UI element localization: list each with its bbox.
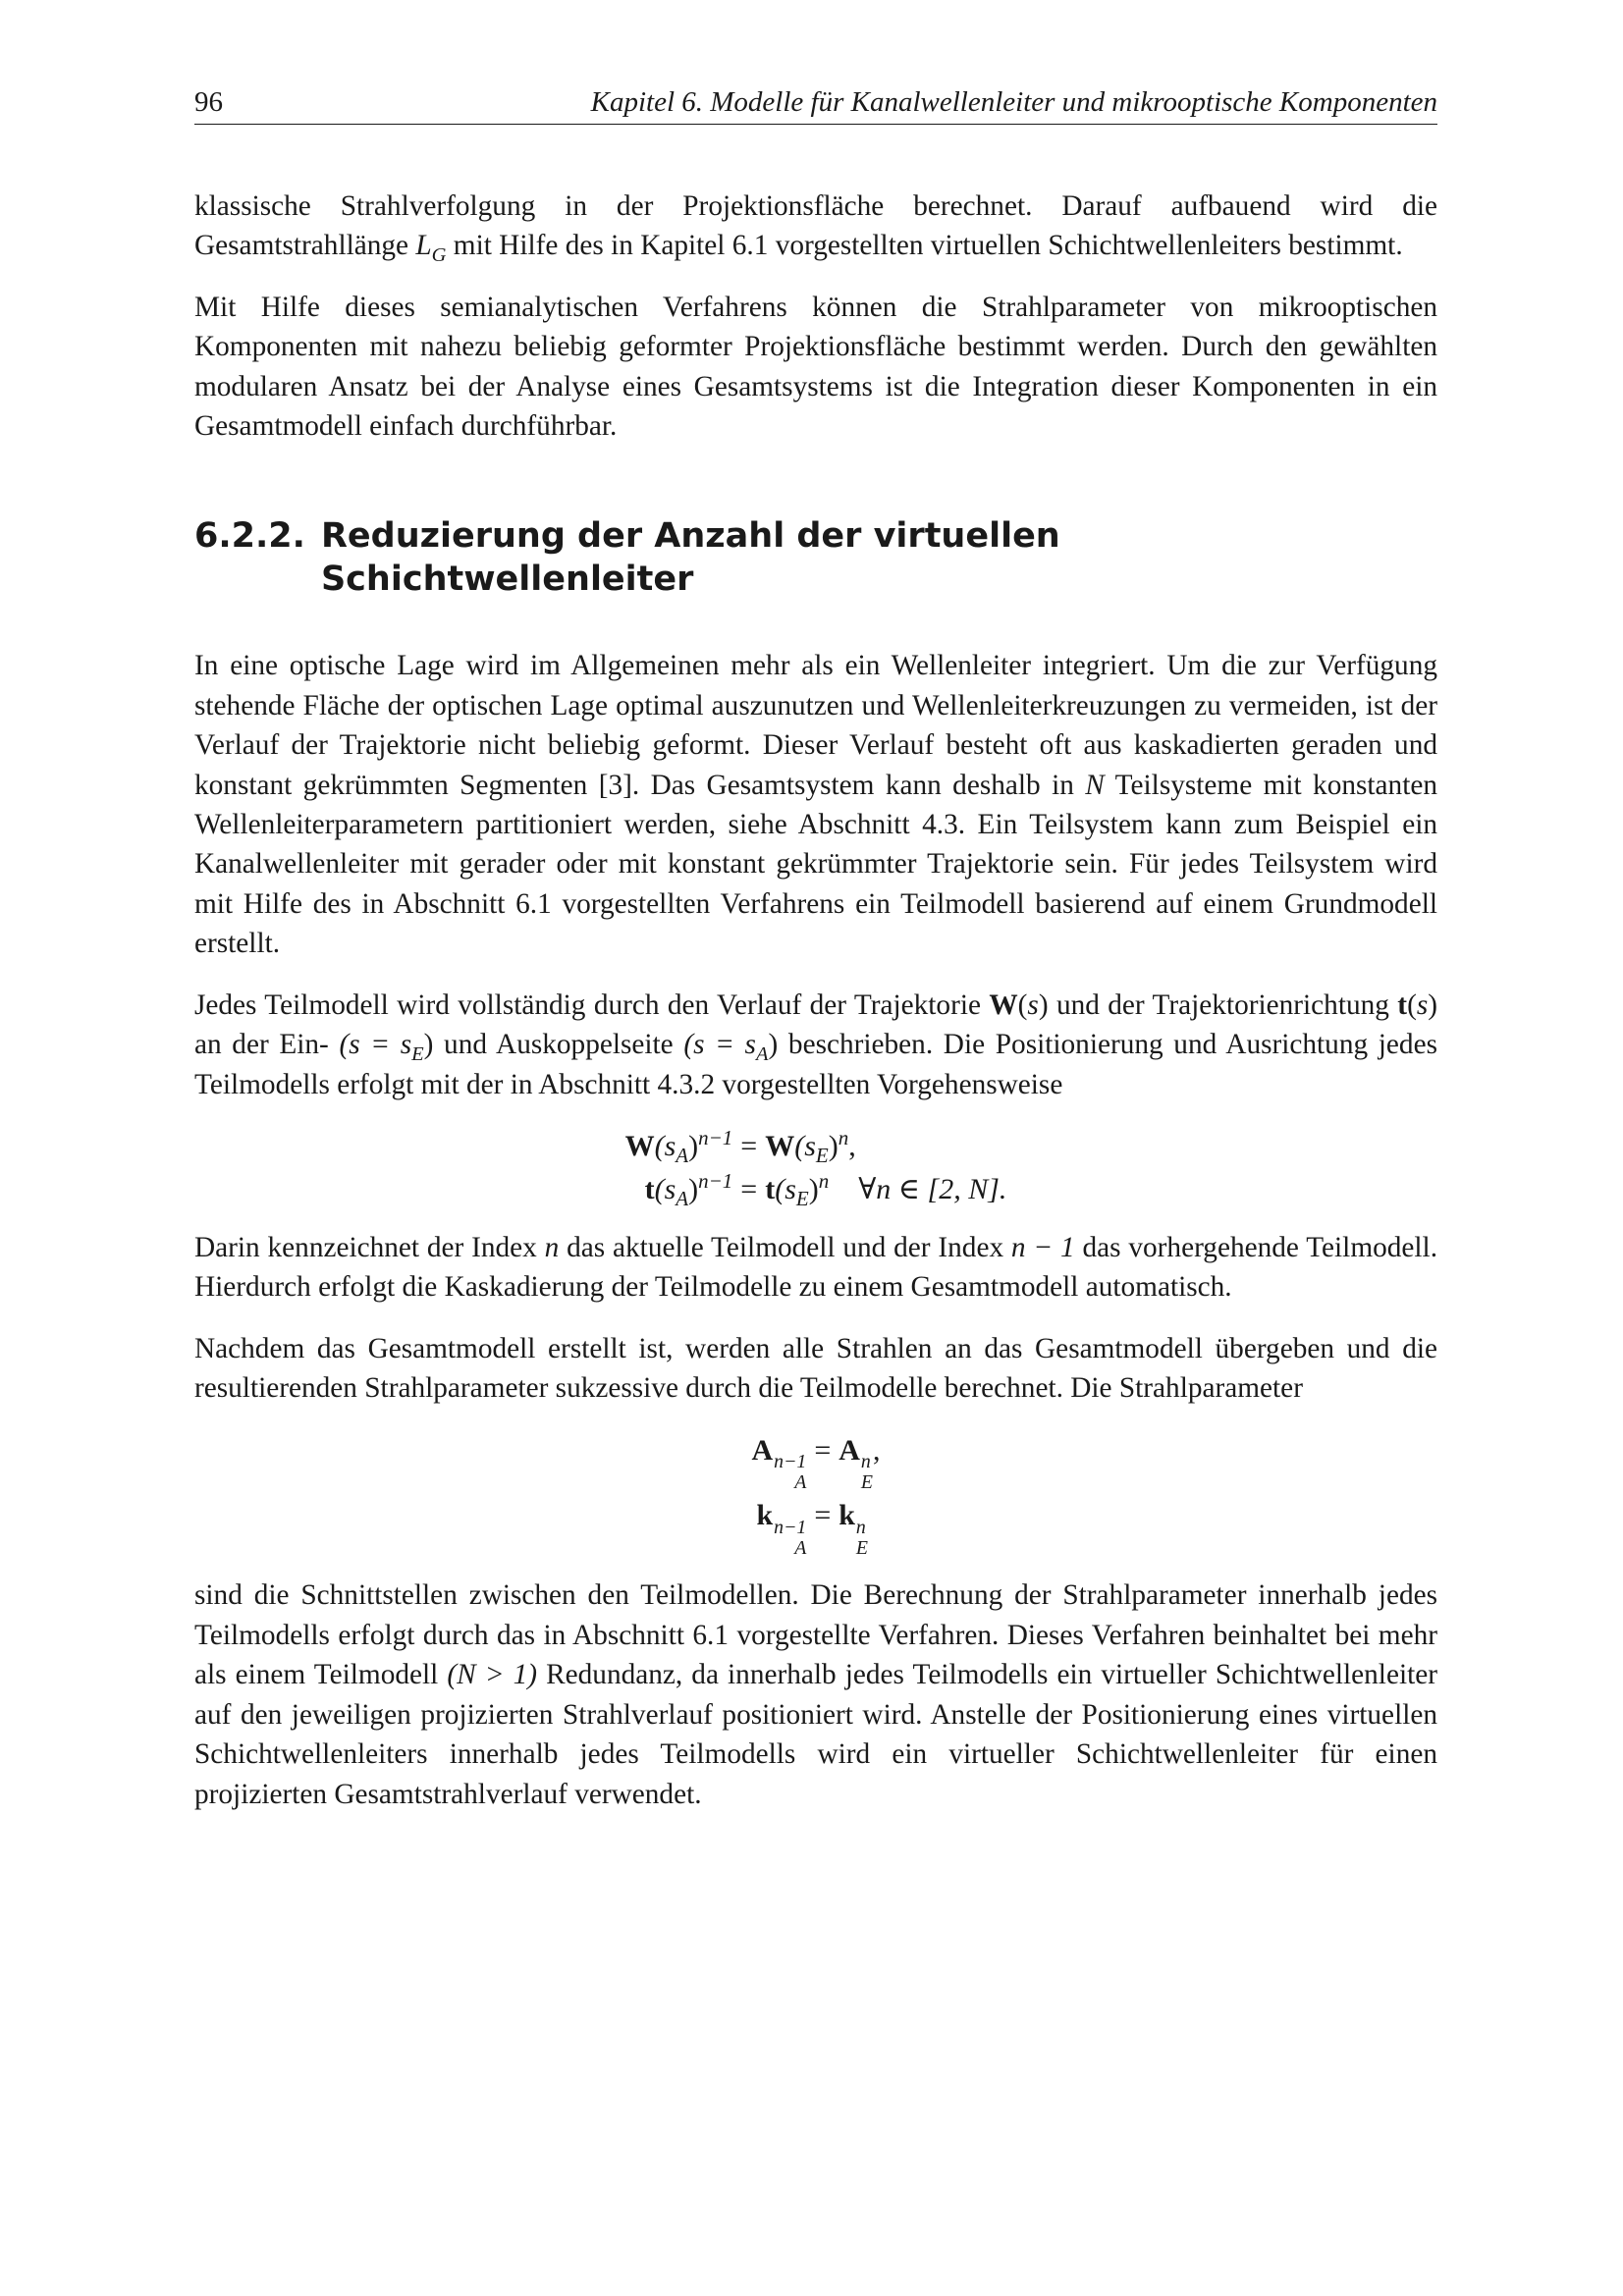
paragraph-1: klassische Strahlverfolgung in der Projektionsfläche berechnet. Darauf aufbauend wird die Gesamtstrahllänge $L_G$ mit Hilfe des in Kapitel 6.1 vorgestellten virtuellen Schichtwellenleiters bestimmt. [194, 190, 1437, 267]
paragraph-2: Mit Hilfe dieses semianalytischen Verfahrens können die Strahlparameter von mikrooptischen Komponenten mit nahezu beliebig geformter Projektionsfläche bestimmt werden. Durch den gewählten modularen Ansatz bei der Analyse eines Gesamtsystems ist die Integration dieser Komponenten in ein Gesamtmodell einfach durchführbar. [194, 291, 1437, 443]
paragraph-5: Darin kennzeichnet der Index n das aktuelle Teilmodell und der Index n − 1 das vorhergehende Teilmodell. Hierdurch erfolgt die Kaskadierung der Teilmodelle zu einem Gesamtmodell automatisch. [194, 1231, 1438, 1304]
section-number: 6.2.2. [194, 516, 305, 557]
section-title: Reduzierung der Anzahl der virtuellen Schichtwellenleiter [320, 516, 1060, 600]
section-heading [194, 514, 1437, 601]
paragraph-3: In eine optische Lage wird im Allgemeinen mehr als ein Wellenleiter integriert. Um die zur Verfügung stehende Fläche der optischen Lage optimal auszunutzen und Wellenleiterkreuzungen zu vermeiden, ist der Verlauf der Trajektorie nicht beliebig geformt. Dieser Verlauf besteht oft aus kaskadierten geraden und konstant gekrümmten Segmenten [3]. Das Gesamtsystem kann deshalb in N Teilsysteme mit konstanten Wellenleiterparametern partitioniert werden, siehe Abschnitt 4.3. Ein Teilsystem kann zum Beispiel ein Kanalwellenleiter mit gerader oder mit konstant gekrümmter Trajektorie sein. Für jedes Teilsystem wird mit Hilfe des in Abschnitt 6.1 vorgestellten Verfahrens ein Teilmodell basierend auf einem Grundmodell erstellt. [194, 650, 1437, 960]
page-number: 96 [194, 86, 223, 118]
equation-cascade: $W(s_A)^{n-1}$ = $W(s_E)^n$, $t(s_A)^{n-1}$ = $t(s_E)^n$ ∀n ∈ [2, N]. [624, 1125, 1007, 1210]
math-L-G: $L_G$ [415, 230, 447, 267]
eq1-lhs: $W(s_A)^{n-1}$ [624, 1125, 733, 1167]
math-t-s: t(s) [1397, 988, 1437, 1021]
math-s-eq-sA: $(s = s_A)$ [683, 1029, 779, 1065]
eq3-lhs: A n−1 A [751, 1433, 807, 1494]
eq2-lhs: $t(s_A)^{n-1}$ [644, 1168, 733, 1210]
math-W-s: W(s) [989, 988, 1049, 1021]
math-s-eq-sE: $(s = s_E)$ [339, 1029, 434, 1065]
body-text [194, 187, 1437, 1836]
running-header [194, 84, 1437, 125]
eq3-rhs: A n E , [839, 1433, 881, 1494]
math-N: N [1085, 769, 1105, 801]
eq4-lhs: k n−1 A [756, 1499, 807, 1559]
paragraph-6: Nachdem das Gesamtmodell erstellt ist, werden alle Strahlen an das Gesamtmodell übergeben und die resultierenden Strahlparameter sukzessive durch die Teilmodelle berechnet. Die Strahlparameter [194, 1332, 1437, 1405]
eq4-rhs: k n E [839, 1499, 869, 1559]
chapter-title: Kapitel 6. Modelle für Kanalwellenleiter und mikrooptische Komponenten [590, 86, 1437, 118]
eq2-rhs: $t(s_E)^n$ ∀n ∈ [2, N]. [765, 1168, 1007, 1210]
equation-interfaces: A n−1 A = A n E , k n−1 A = k n E [194, 1430, 1437, 1559]
paragraph-7: sind die Schnittstellen zwischen den Teilmodellen. Die Berechnung der Strahlparameter innerhalb jedes Teilmodells erfolgt durch das in Abschnitt 6.1 vorgestellte Verfahren. Dieses Verfahren beinhaltet bei mehr als einem Teilmodell (N > 1) Redundanz, da innerhalb jedes Teilmodells ein virtueller Schichtwellenleiter auf den jeweiligen projizierten Strahlverlauf positioniert wird. Anstelle der Positionierung eines virtuellen Schichtwellenleiters innerhalb jedes Teilmodells wird ein virtueller Schichtwellenleiter für einen projizierten Gesamtstrahlverlauf verwendet. [194, 1579, 1437, 1810]
paragraph-4: Jedes Teilmodell wird vollständig durch den Verlauf der Trajektorie W(s) und der Trajektorienrichtung t(s) an der Ein- $(s = s_E)$ und Auskoppelseite $(s = s_A)$ beschrieben. Die Positionierung und Ausrichtung jedes Teilmodells erfolgt mit der in Abschnitt 4.3.2 vorgestellten Vorgehensweise [194, 988, 1437, 1100]
eq1-rhs: $W(s_E)^n$, [765, 1125, 856, 1167]
